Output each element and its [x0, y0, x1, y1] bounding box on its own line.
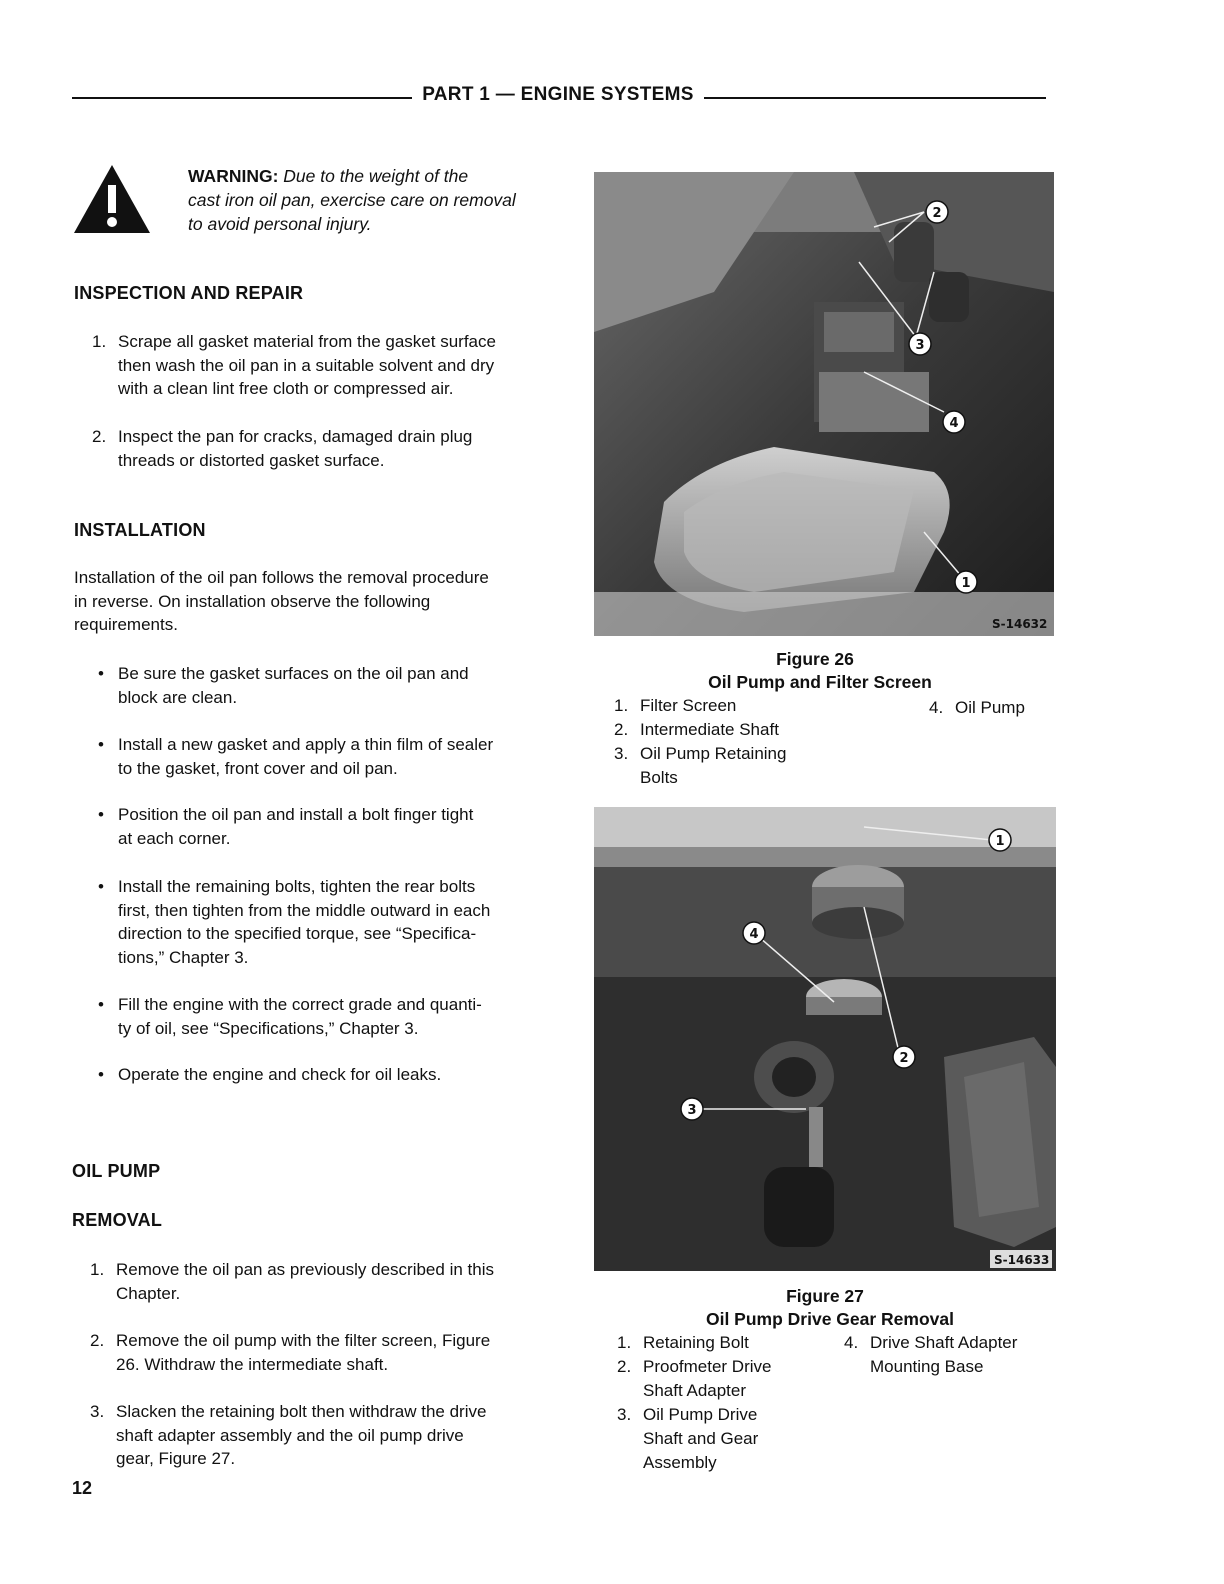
warning-text-line: to avoid personal injury. [188, 214, 372, 234]
list-item-line: Inspect the pan for cracks, damaged drain plug [118, 427, 473, 446]
legend-line: Filter Screen [640, 696, 737, 715]
legend-number: 3. [617, 1405, 632, 1424]
bullet-line: Operate the engine and check for oil leaks. [118, 1065, 442, 1084]
header-rule-left [72, 97, 412, 99]
paragraph-line: in reverse. On installation observe the following [74, 591, 431, 611]
list-item-line: Chapter. [116, 1283, 181, 1303]
warning-text-line: Due to the weight of the [283, 166, 469, 186]
callout-2: 2 [932, 206, 942, 221]
list-item-line: shaft adapter assembly and the oil pump drive [116, 1425, 464, 1445]
callout-4: 4 [949, 416, 959, 431]
callout-2: 2 [899, 1051, 909, 1066]
legend-line: Shaft Adapter [643, 1381, 747, 1400]
legend-number: 2. [614, 720, 629, 739]
warning-block [188, 164, 540, 236]
section-heading-installation: INSTALLATION [74, 520, 206, 540]
bullet-icon: • [98, 735, 104, 754]
list-item-line: Remove the oil pan as previously described in this [116, 1260, 494, 1279]
bullet-line: first, then tighten from the middle outward in each [118, 900, 491, 920]
legend-line: Intermediate Shaft [640, 720, 779, 739]
page-header-title: PART 1 — ENGINE SYSTEMS [422, 84, 694, 105]
page-number: 12 [72, 1478, 93, 1498]
list-item-number: 2. [92, 427, 107, 446]
legend-number: 1. [614, 696, 629, 715]
figure-26-title: Oil Pump and Filter Screen [708, 672, 932, 692]
bullet-line: Install a new gasket and apply a thin film of sealer [118, 735, 494, 754]
legend-line: Oil Pump Drive [643, 1405, 758, 1424]
figure-27-number: Figure 27 [786, 1286, 864, 1306]
figure-26-number: Figure 26 [776, 649, 854, 669]
bullet-line: tions,” Chapter 3. [118, 947, 249, 967]
bullet-icon: • [98, 664, 104, 683]
figure-26-photo [594, 172, 1054, 636]
callout-1: 1 [995, 834, 1005, 849]
section-heading-oil-pump: OIL PUMP [72, 1161, 161, 1181]
bullet-line: Be sure the gasket surfaces on the oil pan and [118, 664, 469, 683]
warning-triangle-icon [72, 163, 152, 235]
list-item-line: with a clean lint free cloth or compressed air. [118, 379, 454, 398]
bullet-line: Install the remaining bolts, tighten the rear bolts [118, 877, 476, 896]
paragraph-line: Installation of the oil pan follows the removal procedure [74, 568, 489, 587]
legend-line: Oil Pump [955, 698, 1025, 717]
list-item-number: 2. [90, 1331, 105, 1350]
warning-label: WARNING: [188, 166, 279, 186]
paragraph-line: requirements. [74, 615, 178, 634]
bullet-icon: • [98, 1065, 104, 1084]
list-item-number: 1. [92, 332, 107, 351]
bullet-line: ty of oil, see “Specifications,” Chapter 3. [118, 1018, 419, 1038]
photo-code: S-14632 [992, 617, 1048, 631]
list-item-line: gear, Figure 27. [116, 1449, 236, 1468]
bullet-line: to the gasket, front cover and oil pan. [118, 758, 398, 778]
list-item-line: then wash the oil pan in a suitable solvent and dry [118, 355, 495, 375]
bullet-line: block are clean. [118, 687, 238, 707]
figure-27-photo [594, 807, 1056, 1271]
bullet-icon: • [98, 995, 104, 1014]
bullet-line: Position the oil pan and install a bolt finger tight [118, 805, 474, 824]
bullet-line: Fill the engine with the correct grade and quanti- [118, 995, 482, 1014]
list-item-line: Slacken the retaining bolt then withdraw the drive [116, 1402, 487, 1421]
bullet-icon: • [98, 805, 104, 824]
section-heading-inspection: INSPECTION AND REPAIR [74, 283, 304, 303]
list-item-number: 1. [90, 1260, 105, 1279]
list-item-line: Scrape all gasket material from the gasket surface [118, 332, 496, 351]
section-subheading-removal: REMOVAL [72, 1210, 163, 1230]
list-item-number: 3. [90, 1402, 105, 1421]
list-item-line: 26. Withdraw the intermediate shaft. [116, 1354, 389, 1374]
callout-3: 3 [915, 338, 925, 353]
installation-intro [74, 566, 544, 637]
bullet-line: at each corner. [118, 828, 231, 848]
figure-27-title: Oil Pump Drive Gear Removal [705, 1309, 954, 1329]
callout-1: 1 [961, 576, 971, 591]
legend-line: Retaining Bolt [643, 1333, 749, 1352]
legend-line: Proofmeter Drive [643, 1357, 772, 1376]
legend-number: 4. [929, 698, 944, 717]
header-rule-right [704, 97, 1046, 99]
callout-4: 4 [749, 927, 759, 942]
legend-line: Shaft and Gear [643, 1429, 759, 1448]
legend-line: Bolts [640, 768, 678, 787]
warning-text-line: cast iron oil pan, exercise care on removal [188, 190, 516, 210]
legend-line: Drive Shaft Adapter [870, 1333, 1018, 1352]
callout-3: 3 [687, 1103, 697, 1118]
legend-number: 1. [617, 1333, 632, 1352]
legend-line: Mounting Base [870, 1357, 984, 1376]
list-item-line: Remove the oil pump with the filter screen, Figure [116, 1331, 491, 1350]
legend-line: Assembly [643, 1453, 717, 1472]
legend-number: 3. [614, 744, 629, 763]
bullet-icon: • [98, 877, 104, 896]
photo-code: S-14633 [994, 1253, 1050, 1267]
legend-number: 4. [844, 1333, 859, 1352]
list-item-line: threads or distorted gasket surface. [118, 450, 385, 470]
legend-number: 2. [617, 1357, 632, 1376]
legend-line: Oil Pump Retaining [640, 744, 787, 763]
bullet-line: direction to the specified torque, see “Specifica- [118, 924, 477, 943]
